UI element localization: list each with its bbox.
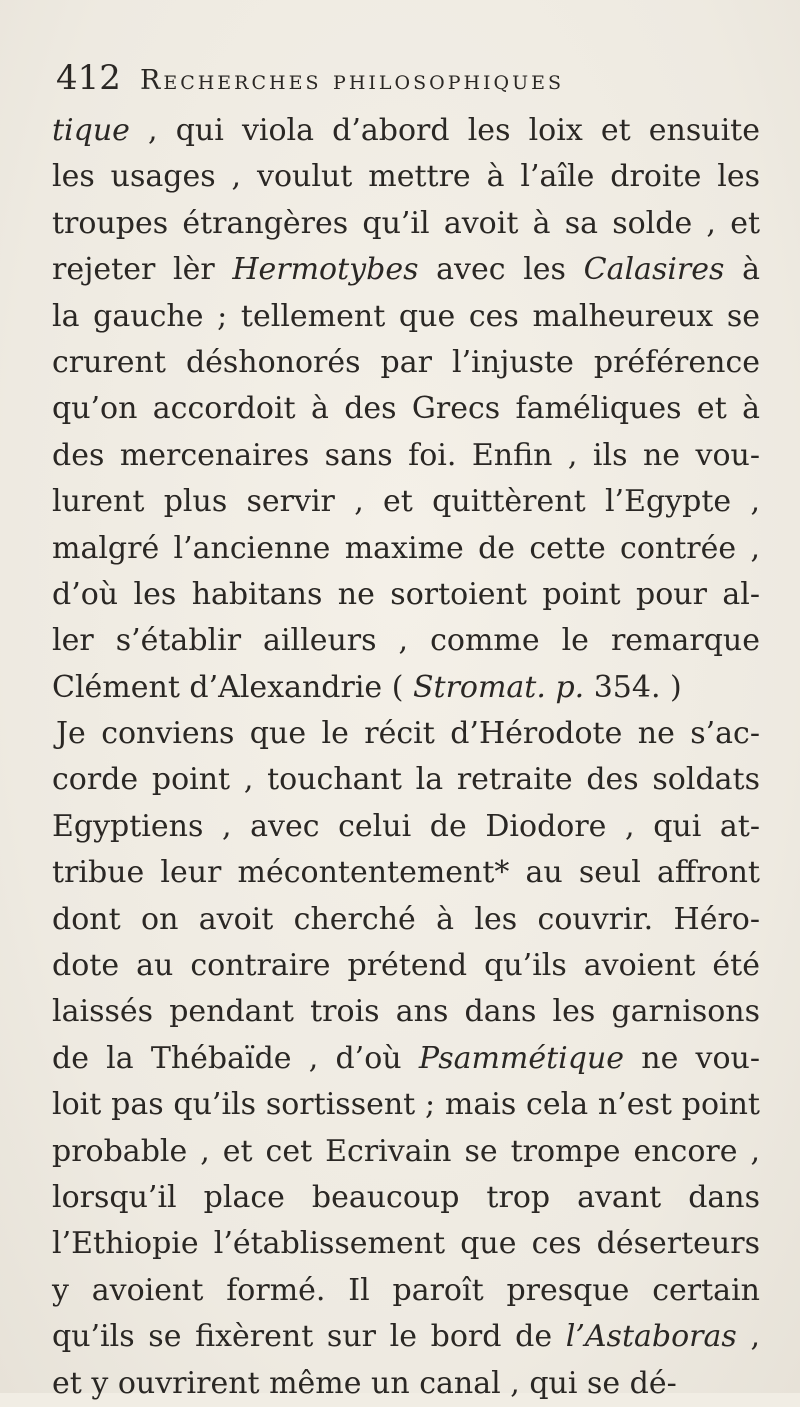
text-run: qu’on accordoit à des Grecs faméliques et à (52, 391, 760, 427)
text-run: Clément d’Alexandrie ( (52, 669, 413, 705)
text-run: et y ouvrirent même un canal , qui se dé- (52, 1365, 677, 1401)
italic-text: tique (52, 113, 130, 148)
text-run: à (724, 252, 760, 288)
text-run: loit pas qu’ils sortissent ; mais cela n’est point (52, 1087, 760, 1123)
text-run: lorsqu’il place beaucoup trop avant dans (52, 1179, 760, 1215)
text-line (52, 943, 760, 989)
text-run: y avoient formé. Il paroît presque certain (52, 1272, 760, 1308)
text-run: dote au contraire prétend qu’ils avoient été (52, 948, 760, 984)
text-run: tribue leur mécontentement* au seul affront (52, 855, 760, 891)
text-line (52, 804, 760, 850)
text-run: dont on avoit cherché à les couvrir. Héro- (52, 901, 760, 937)
text-run: qu’ils se fixèrent sur le bord de (52, 1319, 566, 1355)
body-text (52, 108, 760, 1407)
italic-text: Psammétique (418, 1040, 625, 1076)
text-run: 354. ) (584, 669, 682, 705)
text-line (52, 665, 760, 711)
text-line (52, 1314, 760, 1360)
page-header (56, 58, 756, 98)
text-line (52, 1175, 760, 1221)
italic-text: Hermotybes (232, 252, 419, 288)
text-run: ne vou- (624, 1040, 760, 1076)
text-line (52, 572, 760, 618)
italic-text: l’Astaboras (565, 1319, 737, 1355)
text-run: avec les (418, 252, 584, 288)
text-run: troupes étrangères qu’il avoit à sa solde , et (52, 205, 760, 241)
text-run: laissés pendant trois ans dans les garnisons (52, 994, 760, 1030)
text-run: d’où les habitans ne sortoient point pour al- (52, 576, 760, 612)
text-run: les usages , voulut mettre à l’aîle droite les (52, 159, 760, 195)
text-run: , (736, 1319, 760, 1355)
text-line (52, 897, 760, 943)
text-line (52, 479, 760, 525)
text-run: des mercenaires sans foi. Enfin , ils ne vou- (52, 437, 760, 473)
text-line (52, 1361, 760, 1407)
text-run: probable , et cet Ecrivain se trompe encore , (52, 1133, 760, 1169)
text-run: , qui viola d’abord les loix et ensuite (129, 113, 760, 148)
text-run: rejeter lèr (52, 252, 233, 288)
text-run: malgré l’ancienne maxime de cette contrée , (52, 530, 760, 566)
text-run: crurent déshonorés par l’injuste préférence (52, 344, 760, 380)
text-line (52, 340, 760, 386)
text-run: la gauche ; tellement que ces malheureux se (52, 298, 760, 334)
text-line (52, 247, 760, 293)
text-line (52, 1036, 760, 1082)
text-line (52, 711, 760, 757)
text-line (52, 989, 760, 1035)
text-line (52, 757, 760, 803)
text-line (52, 850, 760, 896)
text-line (52, 1129, 760, 1175)
text-line (52, 526, 760, 572)
text-line (52, 154, 760, 200)
text-line (52, 294, 760, 340)
text-line (52, 201, 760, 247)
text-run: de la Thébaïde , d’où (52, 1040, 419, 1076)
text-line (52, 386, 760, 432)
text-line (52, 618, 760, 664)
page-number: 412 (56, 58, 121, 98)
text-line (52, 433, 760, 479)
text-run: ler s’établir ailleurs , comme le remarque (52, 623, 760, 659)
text-run: Egyptiens , avec celui de Diodore , qui at- (52, 808, 760, 844)
text-run: corde point , touchant la retraite des soldats (52, 762, 760, 798)
text-line (52, 108, 760, 154)
italic-text: Calasires (583, 252, 725, 288)
text-run: lurent plus servir , et quittèrent l’Egypte , (52, 484, 760, 520)
text-line (52, 1082, 760, 1128)
text-line (52, 1268, 760, 1314)
text-run: Je conviens que le récit d’Hérodote ne s’ac- (56, 716, 760, 752)
text-line (52, 1221, 760, 1267)
text-run: l’Ethiopie l’établissement que ces déserteurs (52, 1226, 760, 1262)
italic-text: Stromat. p. (412, 669, 585, 705)
running-head: Recherches philosophiques (140, 65, 565, 96)
